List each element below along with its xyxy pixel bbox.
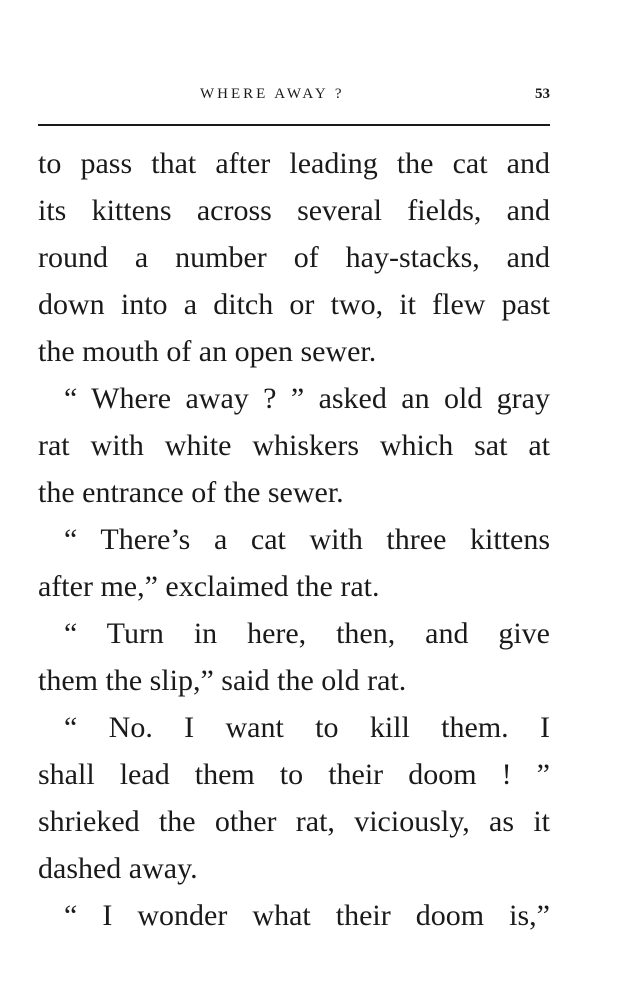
text-line: round a number of hay-stacks, and	[38, 241, 550, 274]
page-number: 53	[535, 86, 550, 102]
text-line: to pass that after leading the cat and	[38, 147, 550, 180]
header-rule	[38, 124, 550, 126]
text-line: rat with white whiskers which sat at	[38, 429, 550, 462]
page-header	[40, 86, 550, 110]
text-line: “ I wonder what their doom is,”	[64, 899, 550, 932]
text-line: “ There’s a cat with three kittens	[64, 523, 550, 556]
text-line: the entrance of the sewer.	[38, 476, 344, 509]
text-line: “ Where away ? ” asked an old gray	[64, 382, 550, 415]
body-text	[38, 140, 550, 939]
text-line: them the slip,” said the old rat.	[38, 664, 407, 697]
text-line: down into a ditch or two, it flew past	[38, 288, 550, 321]
text-line: the mouth of an open sewer.	[38, 335, 377, 368]
text-line: “ Turn in here, then, and give	[64, 617, 550, 650]
text-line: “ No. I want to kill them. I	[64, 711, 550, 744]
text-line: shall lead them to their doom ! ”	[38, 758, 550, 791]
text-line: dashed away.	[38, 852, 198, 885]
text-line: after me,” exclaimed the rat.	[38, 570, 380, 603]
text-line: shrieked the other rat, viciously, as it	[38, 805, 550, 838]
running-head: WHERE AWAY ?	[200, 86, 345, 102]
text-line: its kittens across several fields, and	[38, 194, 550, 227]
